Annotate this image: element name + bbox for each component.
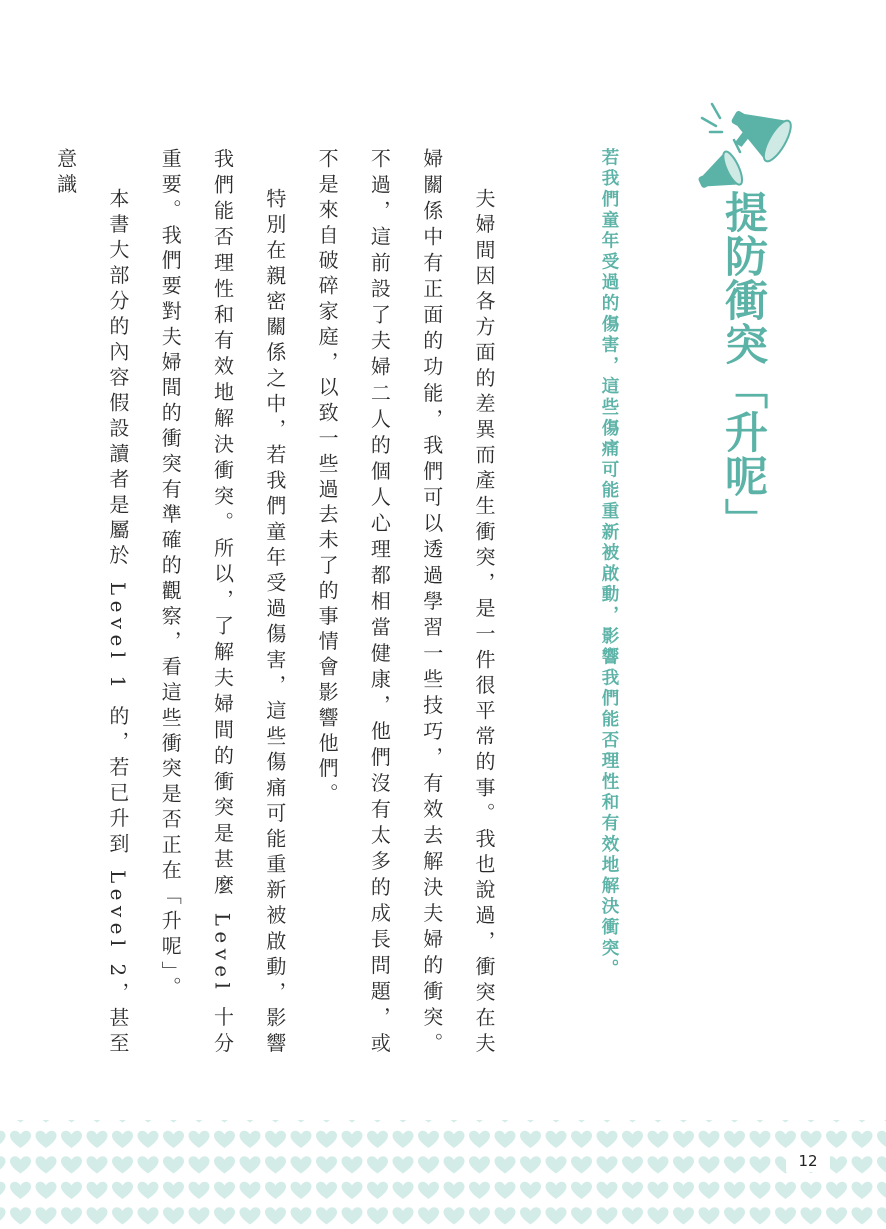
body-paragraph: 本書大部分的內容假設讀者是屬於 Level 1 的，若已升到 Level 2，甚至意識 [53,148,130,1058]
page-number: 12 [786,1150,830,1172]
chapter-title: 提防衝突「升呢」 [718,190,768,542]
body-text [39,148,510,1058]
heart-pattern [0,1120,886,1229]
lede-text [594,148,624,1058]
body-paragraph: 夫婦間因各方面的差異而產生衝突，是一件很平常的事。我也說過，衝突在夫婦關係中有正面的功能，我們可以透過學習一些技巧，有效去解決夫婦的衝突。不過，這前設了夫婦二人的個人心理都相當健康，他們沒有太多的成長問題，或不是來自破碎家庭，以致一些過去未了的事情會影響他們。 [315,148,496,1058]
lede-paragraph: 若我們童年受過的傷害，這些傷痛可能重新被啟動，影響我們能否理性和有效地解決衝突。 [599,148,619,980]
body-paragraph: 特別在親密關係之中，若我們童年受過傷害，這些傷痛可能重新被啟動，影響我們能否理性和有效地解決衝突。所以，了解夫婦間的衝突是甚麼 Level 十分重要。我們要對夫婦間的衝突有準確的觀察，看這些衝突是否正在「升呢」。 [158,148,287,1058]
